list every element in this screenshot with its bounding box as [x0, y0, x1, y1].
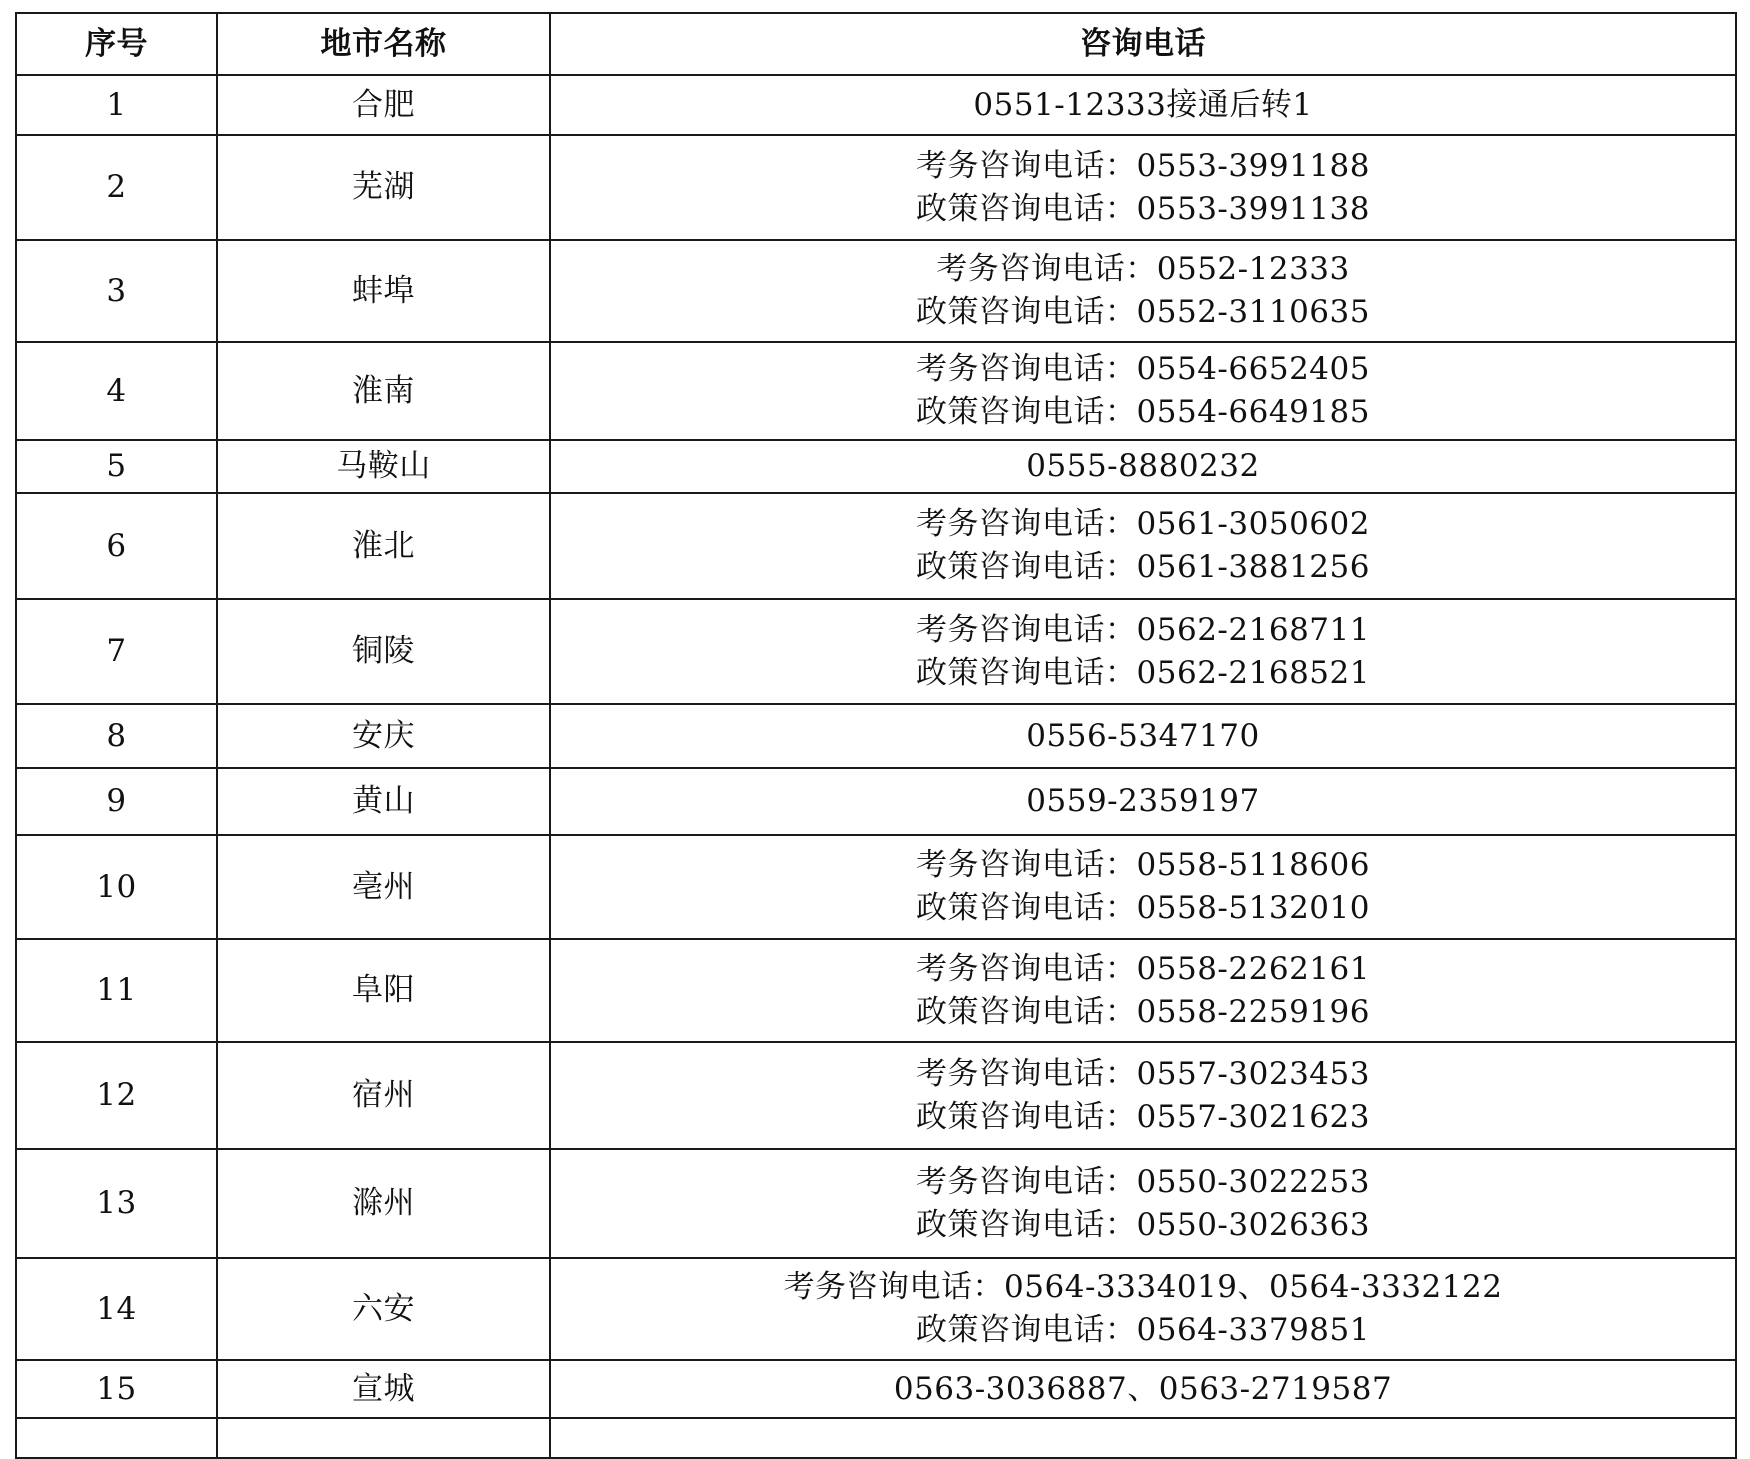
- header-index: 序号: [16, 13, 217, 75]
- row-city: 六安: [217, 1258, 550, 1360]
- row-index: 6: [16, 493, 217, 599]
- row-city: 宿州: [217, 1042, 550, 1149]
- exam-phone-line: 考务咨询电话：0562-2168711: [916, 611, 1370, 648]
- row-city: 蚌埠: [217, 240, 550, 342]
- policy-phone-line: 政策咨询电话：0557-3021623: [916, 1098, 1370, 1135]
- exam-phone-line: 考务咨询电话：0554-6652405: [916, 351, 1370, 387]
- exam-phone-line: 考务咨询电话：0558-5118606: [916, 847, 1370, 883]
- table-row: [16, 1149, 1736, 1258]
- row-phone: [550, 599, 1736, 704]
- row-index-empty: [16, 1418, 217, 1458]
- row-city: 淮南: [217, 342, 550, 440]
- row-phone: [550, 135, 1736, 240]
- row-city: 宣城: [217, 1360, 550, 1418]
- table-row: [16, 704, 1736, 768]
- policy-phone-line: 政策咨询电话：0558-2259196: [916, 993, 1370, 1030]
- policy-phone-line: 政策咨询电话：0554-6649185: [916, 394, 1370, 430]
- table-row: [16, 342, 1736, 440]
- row-index: 3: [16, 240, 217, 342]
- row-phone: [550, 1149, 1736, 1258]
- table-row: [16, 135, 1736, 240]
- policy-phone-line: 政策咨询电话：0552-3110635: [916, 294, 1370, 330]
- policy-phone-line: 政策咨询电话：0564-3379851: [916, 1312, 1370, 1348]
- row-phone: [550, 342, 1736, 440]
- policy-phone-line: 政策咨询电话：0558-5132010: [916, 890, 1370, 926]
- row-index: 4: [16, 342, 217, 440]
- exam-phone-line: 考务咨询电话：0561-3050602: [916, 506, 1370, 542]
- exam-phone-line: 考务咨询电话：0564-3334019、0564-3332122: [783, 1269, 1503, 1305]
- phone-line: 0551-12333接通后转1: [973, 86, 1313, 123]
- table-row: [16, 493, 1736, 599]
- row-index: 11: [16, 939, 217, 1042]
- row-index: 7: [16, 599, 217, 704]
- row-city: 淮北: [217, 493, 550, 599]
- table-row: [16, 1360, 1736, 1418]
- row-city: 合肥: [217, 75, 550, 135]
- row-phone: [550, 835, 1736, 939]
- row-index: 1: [16, 75, 217, 135]
- contact-table: [15, 12, 1737, 1459]
- row-city: 黄山: [217, 768, 550, 835]
- row-phone: [550, 704, 1736, 768]
- row-index: 8: [16, 704, 217, 768]
- table-row: [16, 240, 1736, 342]
- exam-phone-line: 考务咨询电话：0552-12333: [936, 251, 1350, 287]
- row-city: 阜阳: [217, 939, 550, 1042]
- table-row: [16, 835, 1736, 939]
- row-index: 2: [16, 135, 217, 240]
- row-phone: [550, 1042, 1736, 1149]
- row-phone: [550, 939, 1736, 1042]
- row-index: 10: [16, 835, 217, 939]
- phone-line: 0555-8880232: [1026, 448, 1260, 484]
- row-index: 9: [16, 768, 217, 835]
- row-city: 亳州: [217, 835, 550, 939]
- policy-phone-line: 政策咨询电话：0561-3881256: [916, 549, 1370, 585]
- exam-phone-line: 考务咨询电话：0553-3991188: [916, 147, 1370, 184]
- policy-phone-line: 政策咨询电话：0562-2168521: [916, 654, 1370, 691]
- row-city: 马鞍山: [217, 440, 550, 493]
- row-city: 安庆: [217, 704, 550, 768]
- table-header-row: [16, 13, 1736, 75]
- table-row: [16, 75, 1736, 135]
- header-city: 地市名称: [217, 13, 550, 75]
- row-city: 铜陵: [217, 599, 550, 704]
- row-phone: [550, 493, 1736, 599]
- table-row: [16, 599, 1736, 704]
- table-row-partial: [16, 1418, 1736, 1458]
- row-city: 滁州: [217, 1149, 550, 1258]
- phone-line: 0556-5347170: [1026, 717, 1260, 754]
- row-phone: [550, 1360, 1736, 1418]
- exam-phone-line: 考务咨询电话：0557-3023453: [916, 1055, 1370, 1092]
- table-row: [16, 440, 1736, 493]
- header-phone: 咨询电话: [550, 13, 1736, 75]
- row-phone: [550, 240, 1736, 342]
- row-index: 12: [16, 1042, 217, 1149]
- table-row: [16, 1258, 1736, 1360]
- row-city: 芜湖: [217, 135, 550, 240]
- row-phone: [550, 440, 1736, 493]
- policy-phone-line: 政策咨询电话：0553-3991138: [916, 190, 1370, 227]
- table-row: [16, 1042, 1736, 1149]
- row-phone: [550, 1258, 1736, 1360]
- phone-line: 0563-3036887、0563-2719587: [893, 1370, 1393, 1407]
- contact-table-container: [15, 12, 1735, 1459]
- phone-line: 0559-2359197: [1026, 783, 1260, 819]
- row-phone: [550, 768, 1736, 835]
- row-index: 5: [16, 440, 217, 493]
- exam-phone-line: 考务咨询电话：0558-2262161: [916, 950, 1370, 987]
- table-row: [16, 768, 1736, 835]
- row-city-empty: [217, 1418, 550, 1458]
- table-row: [16, 939, 1736, 1042]
- row-phone: [550, 75, 1736, 135]
- row-index: 14: [16, 1258, 217, 1360]
- policy-phone-line: 政策咨询电话：0550-3026363: [916, 1206, 1370, 1243]
- row-index: 13: [16, 1149, 217, 1258]
- exam-phone-line: 考务咨询电话：0550-3022253: [916, 1163, 1370, 1200]
- row-phone-empty: [550, 1418, 1736, 1458]
- row-index: 15: [16, 1360, 217, 1418]
